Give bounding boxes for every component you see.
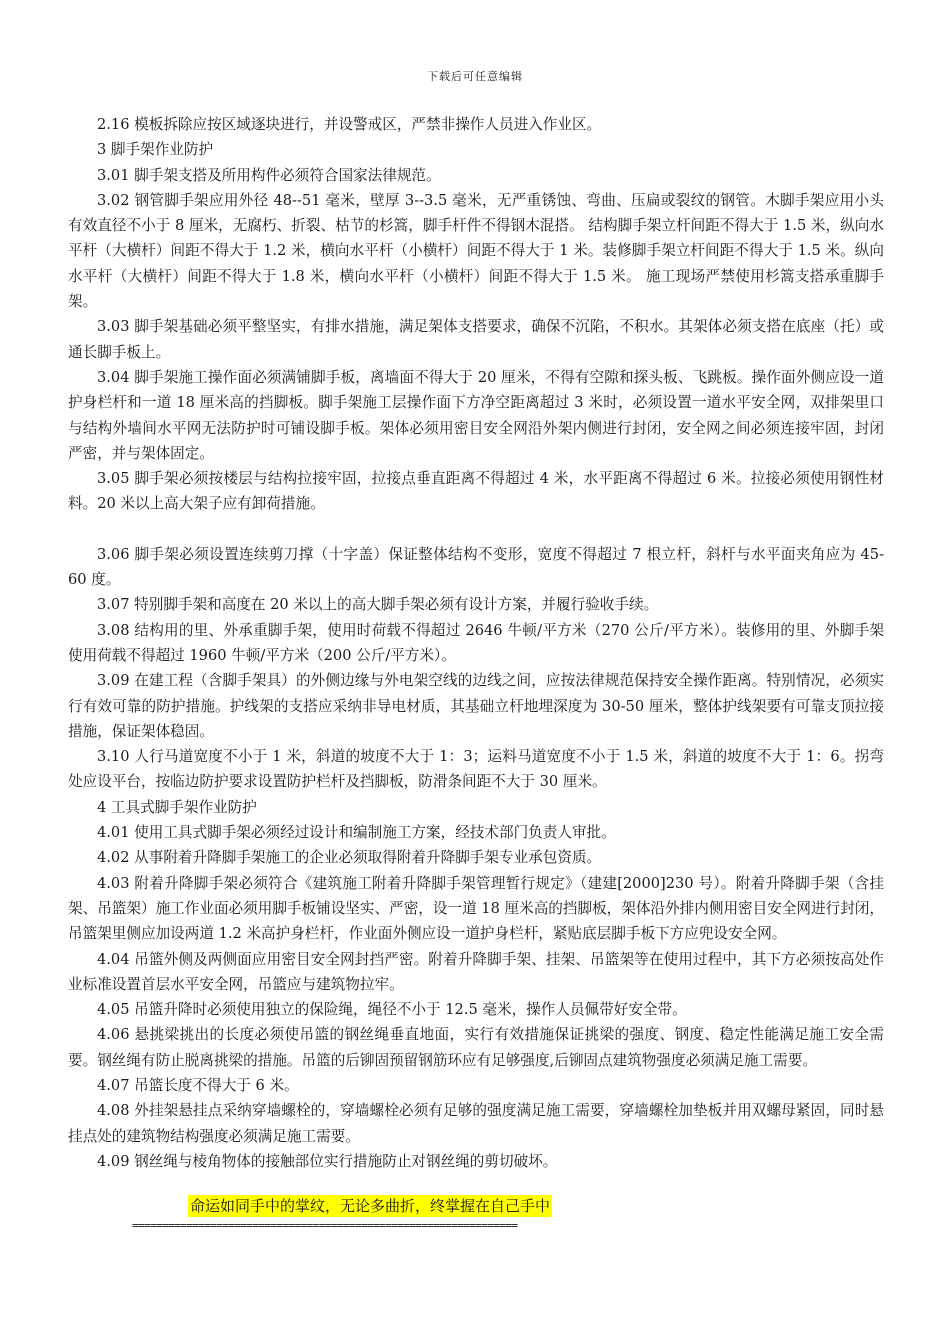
paragraph-4-01: 4.01 使用工具式脚手架必须经过设计和编制施工方案，经技术部门负责人审批。 <box>97 824 616 842</box>
highlighted-quote: 命运如同手中的掌纹，无论多曲折，终掌握在自己手中 <box>190 1197 551 1215</box>
section-heading-4: 4 工具式脚手架作业防护 <box>97 798 257 816</box>
paragraph-3-07: 3.07 特别脚手架和高度在 20 米以上的高大脚手架必须有设计方案，并履行验收手续。 <box>97 596 659 614</box>
paragraph-4-09: 4.09 钢丝绳与棱角物体的接触部位实行措施防止对钢丝绳的剪切破坏。 <box>97 1152 558 1170</box>
paragraph-3-01: 3.01 脚手架支搭及所用构件必须符合国家法律规范。 <box>97 166 441 184</box>
paragraph-3-08: 3.08 结构用的里、外承重脚手架，使用时荷载不得超过 2646 牛顿/平方米（270 公斤/平方米）。装修用的里、外脚手架使用荷载不得超过 1960 牛顿/平方米（200 公斤/平方米）。 <box>68 621 884 664</box>
paragraph-3-06: 3.06 脚手架必须设置连续剪刀撑（十字盖）保证整体结构不变形，宽度不得超过 7 根立杆，斜杆与水平面夹角应为 45-60 度。 <box>68 545 884 589</box>
section-heading-3: 3 脚手架作业防护 <box>97 141 214 159</box>
paragraph-3-05: 3.05 脚手架必须按楼层与结构拉接牢固，拉接点垂直距离不得超过 4 米，水平距离不得超过 6 米。拉接必须使用钢性材料。20 米以上高大架子应有卸荷措施。 <box>68 470 884 513</box>
document-body <box>68 112 884 1174</box>
paragraph-3-10: 3.10 人行马道宽度不小于 1 米，斜道的坡度不大于 1：3；运料马道宽度不小于 1.5 米，斜道的坡度不大于 1：6。拐弯处应设平台，按临边防护要求设置防护栏杆及挡脚板，防滑条间距不大于 30 厘米。 <box>68 748 884 791</box>
paragraph-3-02: 3.02 钢管脚手架应用外径 48--51 毫米，壁厚 3--3.5 毫米，无严重锈蚀、弯曲、压扁或裂纹的钢管。木脚手架应用小头有效直径不小于 8 厘米，无腐朽、折裂、枯节的杉篙，脚手杆件不得钢木混搭。 结构脚手架立杆间距不得大于 1.5 米，纵向水平杆（大横杆）间距不得大于 1.2 米，横向水平杆（小横杆）间距不得大于 1 米。装修脚手架立杆间距不得大于 1.5 米。纵向水平杆（大横杆）间距不得大于 1.8 米，横向水平杆（小横杆）间距不得大于 1.5 米。 施工现场严禁使用杉篙支搭承重脚手架。 <box>68 191 884 311</box>
separator-rule: ================================================================ <box>132 1219 518 1232</box>
paragraph-4-04: 4.04 吊篮外侧及两侧面应用密目安全网封挡严密。附着升降脚手架、挂架、吊篮架等在使用过程中，其下方必须按高处作业标准设置首层水平安全网，吊篮应与建筑物拉牢。 <box>68 950 884 993</box>
paragraph-4-02: 4.02 从事附着升降脚手架施工的企业必须取得附着升降脚手架专业承包资质。 <box>97 849 602 867</box>
paragraph-3-04: 3.04 脚手架施工操作面必须满铺脚手板，离墙面不得大于 20 厘米，不得有空隙和探头板、飞跳板。操作面外侧应设一道护身栏杆和一道 18 厘米高的挡脚板。脚手架施工层操作面下方净空距离超过 3 米时，必须设置一道水平安全网，双排架里口与结构外墙间水平网无法防护时可铺设脚手板。架体必须用密目安全网沿外架内侧进行封闭，安全网之间必须连接牢固，封闭严密，并与架体固定。 <box>68 368 884 462</box>
blank-line <box>68 517 884 542</box>
paragraph-4-05: 4.05 吊篮升降时必须使用独立的保险绳，绳径不小于 12.5 毫米，操作人员佩带好安全带。 <box>97 1001 687 1019</box>
paragraph-4-06: 4.06 悬挑梁挑出的长度必须使吊篮的钢丝绳垂直地面，实行有效措施保证挑梁的强度、钢度、稳定性能满足施工安全需要。钢丝绳有防止脱离挑梁的措施。吊篮的后铆固预留钢筋环应有足够强度,后铆固点建筑物强度必须满足施工需要。 <box>68 1026 884 1069</box>
paragraph-3-03: 3.03 脚手架基础必须平整坚实，有排水措施，满足架体支搭要求，确保不沉陷，不积水。其架体必须支搭在底座（托）或通长脚手板上。 <box>68 318 884 361</box>
paragraph-4-08: 4.08 外挂架悬挂点采纳穿墙螺栓的，穿墙螺栓必须有足够的强度满足施工需要，穿墙螺栓加垫板并用双螺母紧固，同时悬挂点处的建筑物结构强度必须满足施工需要。 <box>68 1102 884 1145</box>
paragraph-2-16: 2.16 模板拆除应按区域逐块进行，并设警戒区，严禁非操作人员进入作业区。 <box>97 116 602 133</box>
paragraph-3-09: 3.09 在建工程（含脚手架具）的外侧边缘与外电架空线的边线之间，应按法律规范保持安全操作距离。特别情况，必须实行有效可靠的防护措施。护线架的支搭应采纳非导电材质，其基础立杆地埋深度为 30-50 厘米，整体护线架要有可靠支顶拉接措施，保证架体稳固。 <box>68 672 884 740</box>
page-header: 下载后可任意编辑 <box>427 70 523 83</box>
paragraph-4-03: 4.03 附着升降脚手架必须符合《建筑施工附着升降脚手架管理暂行规定》（建建[2000]230 号）。附着升降脚手架（含挂架、吊篮架）施工作业面必须用脚手板铺设坚实、严密，设一道 18 厘米高的挡脚板，架体沿外排内侧用密目安全网进行封闭，吊篮架里侧应加设两道 1.2 米高护身栏杆，作业面外侧应设一道护身栏杆，紧贴底层脚手板下方应兜设安全网。 <box>68 874 884 943</box>
paragraph-4-07: 4.07 吊篮长度不得大于 6 米。 <box>97 1076 299 1094</box>
